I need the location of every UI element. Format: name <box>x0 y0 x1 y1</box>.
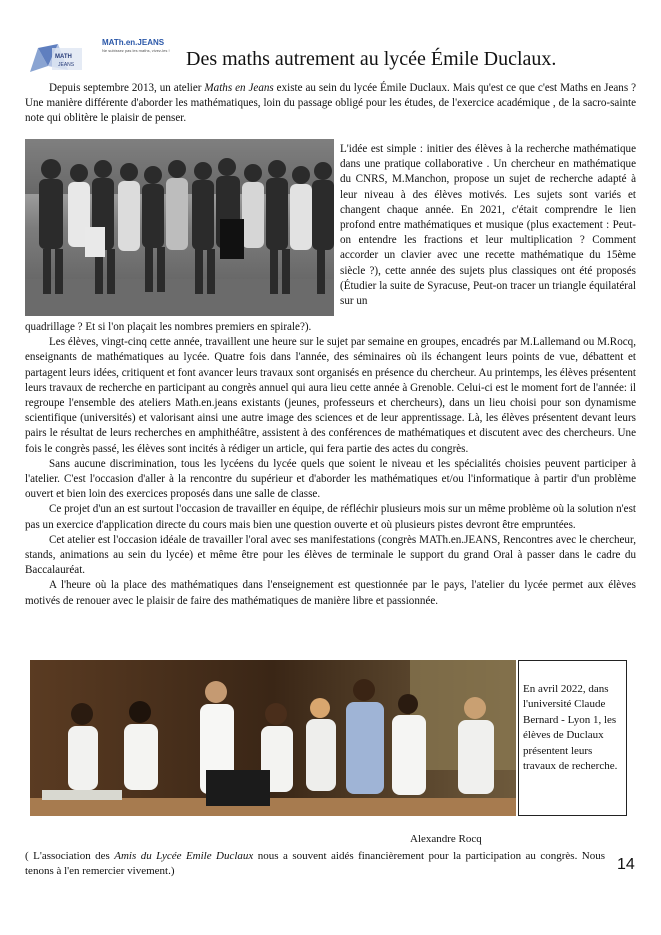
logo-name: MATh.en.JEANS <box>102 38 165 47</box>
logo-graphic <box>28 42 86 78</box>
group-photo-image <box>25 139 334 316</box>
continuation-line: quadrillage ? Et si l'on plaçait les nombres premiers en spirale?). <box>25 321 312 333</box>
footnote-text-b: nous a souvent aidés financièrement pour la participation au congrès. Nous tenons à l'en remercier vivement.) <box>25 850 605 878</box>
group-photo <box>25 139 334 316</box>
svg-text:MATH: MATH <box>55 54 72 60</box>
page-number: 14 <box>617 856 635 873</box>
paragraph-2: Les élèves, vingt-cinq cette année, travaillent une heure sur le sujet par semaine en groupes, encadrés par M.Lallemand ou M.Rocq, enseignants de mathématiques au lycée. Quatre fois dans l'année, des séminaires où ils échangent leurs points de vue, débattent et partagent leurs idées, critiquent et font avancer leurs travaux sont organisés en présence du chercheur. Au printemps, les élèves présentent leurs travaux de recherche en participant au congrès annuel qui aura lieu cette année à Grenoble. Celui-ci est le moment fort de l'année: il regroupe l'ensemble des ateliers Math.en.jeans existants (jeunes, professeurs et chercheurs), dans un lieu choisi pour son dynamisme scientifique (universités) et valorisant ainsi une autre image des sciences et de leur apprentissage. Là, les élèves présentent devant leurs pairs le résultat de leurs recherches en amphithéâtre, assistent à des conférences de mathématiques et discutent avec des chercheurs. Une fois le congrès passé, les élèves sont incités à rédiger un article, qui fera partie des actes du congrès. <box>25 336 636 455</box>
right-column-text <box>340 142 636 309</box>
intro-text-b: existe au sein du lycée Émile Duclaux. Mais qu'est ce que c'est Maths en Jeans ? Une manière différente d'aborder les mathématiques, loin du passage obligé pour les études, de l'exercice académique , de la sacro-sainte note qui oblitère le plaisir de penser. <box>25 82 637 125</box>
presentation-photo-image <box>30 660 516 816</box>
intro-emphasis: Maths en Jeans <box>204 82 274 94</box>
paragraph-5: Cet atelier est l'occasion idéale de travailler l'oral avec ses manifestations (congrès MATh.en.JEANS, Rencontres avec le chercheur, stands, animations au sein du lycée) et même être pour les élèves de terminale le support du grand Oral à passer dans le cadre du Baccalauréat. <box>25 533 636 577</box>
right-column-paragraph: L'idée est simple : initier des élèves à la recherche mathématique dans une pratique collaborative . Un chercheur en mathématique du CNRS, M.Manchon, propose un sujet de recherche adapté à leur niveau à des élèves motivés. Les sujets sont variés et changent chaque année. En 2021, c'était comprendre le lien profond entre mathématiques et musique (plus exactement : Peut-on entendre les fractions et leur multiplication ? Comment accorder un clavier avec une recette mathématique du 15ème siècle ?), cette année des sujets plus classiques ont été proposés (Étudier la suite de Syracuse, Peut-on tracer un triangle équilatéral sur un <box>340 143 636 308</box>
math-en-jeans-logo <box>28 38 178 80</box>
intro-paragraph <box>25 81 636 127</box>
photo-caption <box>518 660 627 816</box>
footnote-text-a: ( L'association des <box>25 850 115 862</box>
intro-text-a: Depuis septembre 2013, un atelier <box>49 82 205 94</box>
logo-tagline: Ne subissez pas les maths, vivez-les ! <box>102 48 170 53</box>
paragraph-3: Sans aucune discrimination, tous les lycéens du lycée quels que soient le niveau et les spécialités choisies peuvent participer à l'atelier. C'est l'occasion d'aller à la rencontre du supérieur et d'aborder les mathématiques et/ou l'informatique à partir d'un problème ouvert et bien loin des exercices proposés dans une salle de classe. <box>25 457 636 501</box>
footnote <box>25 849 605 880</box>
page-title: Des maths autrement au lycée Émile Duclaux. <box>186 48 557 70</box>
paragraph-4: Ce projet d'un an est surtout l'occasion de travailler en équipe, de réfléchir plusieurs mois sur un même problème où la solution n'est pas un exercice d'application directe du cours mais bien une question ouverte et où plusieurs pistes devront être empruntées. <box>25 503 636 531</box>
footnote-emphasis: Amis du Lycée Emile Duclaux <box>114 850 254 862</box>
main-body <box>25 320 636 609</box>
presentation-photo <box>30 660 516 816</box>
photo-caption-text: En avril 2022, dans l'université Claude Bernard - Lyon 1, les élèves de Duclaux présentent leurs travaux de recherche. <box>523 683 618 773</box>
svg-text:JEANS: JEANS <box>58 62 75 68</box>
author-name: Alexandre Rocq <box>410 833 482 845</box>
paragraph-6: A l'heure où la place des mathématiques dans l'enseignement est questionnée par le pays, l'atelier du lycée permet aux élèves motivés de renouer avec le plaisir de faire des mathématiques de manière libre et passionnée. <box>25 579 636 607</box>
